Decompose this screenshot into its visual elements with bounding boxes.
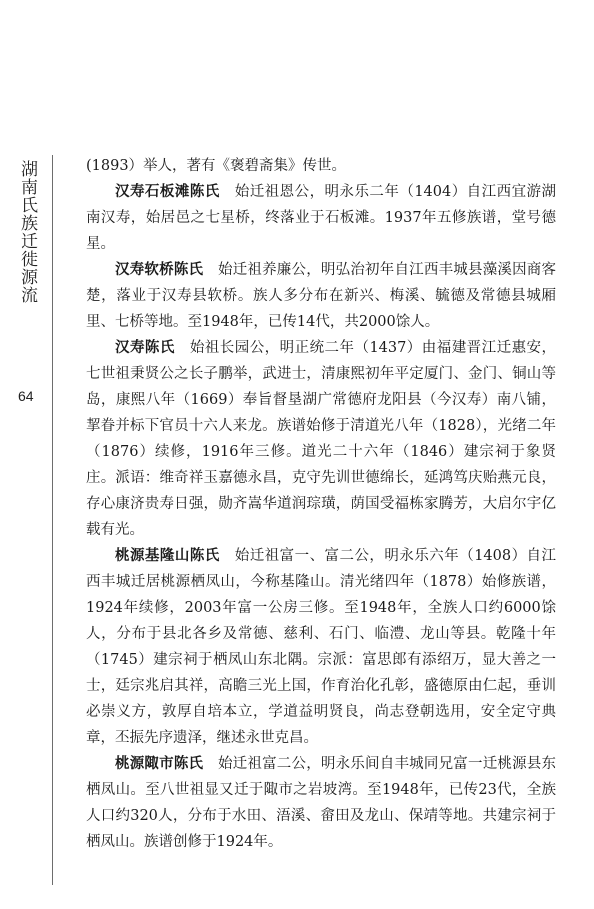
- paragraph-text: 始迁祖恩公，明永乐二年（1404）自江西宜游湖南汉寿，始居邑之七星桥，终落业于石板滩。1937年五修族谱，堂号德星。: [86, 184, 556, 252]
- margin-rule: [52, 155, 53, 885]
- paragraph: [86, 153, 556, 179]
- paragraph: [86, 335, 556, 543]
- paragraph-text: 始迁祖富二公，明永乐间自丰城同兄富一迁桃源县东栖凤山。至八世祖显又迁于陬市之岩坡湾。至1948年，已传23代，全族人口约320人，分布于水田、浯溪、畲田及龙山、保靖等地。共建宗祠于栖凤山。族谱创修于1924年。: [86, 756, 557, 850]
- clan-heading: 汉寿石板滩陈氏: [115, 184, 220, 200]
- clan-heading: 汉寿陈氏: [115, 340, 175, 356]
- paragraph: [86, 257, 556, 335]
- paragraph-text: 始祖长园公，明正统二年（1437）由福建晋江迁惠安，七世祖秉贤公之长子鹏举，武进士，清康熙初年平定厦门、金门、铜山等岛，康熙八年（1669）奉旨督垦湖广常德府龙阳县（今汉寿）南八铺，挈眷并标下官员十六人来龙。族谱始修于清道光八年（1828），光绪二年（1876）续修，1916年三修。道光二十六年（1846）建宗祠于象贤庄。派语：维奇祥玉嘉德永昌，克守先训世德绵长，延鸿笃庆贻燕元良，存心康济贵寿日强，勋齐嵩华道润琮璜，荫国受福栋家腾芳，大启尔宇亿载有光。: [86, 340, 557, 538]
- paragraph: [86, 543, 556, 751]
- page-body: [86, 153, 556, 855]
- paragraph-text: (1893）举人，著有《褒碧斋集》传世。: [86, 158, 347, 174]
- paragraph: [86, 751, 556, 855]
- clan-heading: 桃源陬市陈氏: [115, 756, 204, 772]
- paragraph-text: 始迁祖富一、富二公，明永乐六年（1408）自江西丰城迁居桃源栖凤山，今称基隆山。清光绪四年（1878）始修族谱，1924年续修，2003年富一公房三修。至1948年，全族人口约6000馀人，分布于县北各乡及常德、慈利、石门、临澧、龙山等县。乾隆十年（1745）建宗祠于栖凤山东北隅。宗派：富思郎有添绍万，显大善之一士，廷宗兆启其祥，高瞻三光上国，作育治化孔彰，盛德原由仁起，垂训必崇义方，敦厚自培本立，学道益明贤良，尚志登朝选用，安全定守典章，丕振先序遗泽，继述永世克昌。: [86, 548, 556, 746]
- clan-heading: 桃源基隆山陈氏: [115, 548, 220, 564]
- paragraph-text: 始迁祖养廉公，明弘治初年自江西丰城县藻溪因商客楚，落业于汉寿县软桥。族人多分布在新兴、梅溪、毓德及常德县城厢里、七桥等地。至1948年，已传14代，共2000馀人。: [86, 262, 557, 330]
- page-number: 64: [18, 388, 34, 404]
- clan-heading: 汉寿软桥陈氏: [115, 262, 204, 278]
- book-title: 湖南氏族迁徙源流: [17, 160, 37, 304]
- paragraph: [86, 179, 556, 257]
